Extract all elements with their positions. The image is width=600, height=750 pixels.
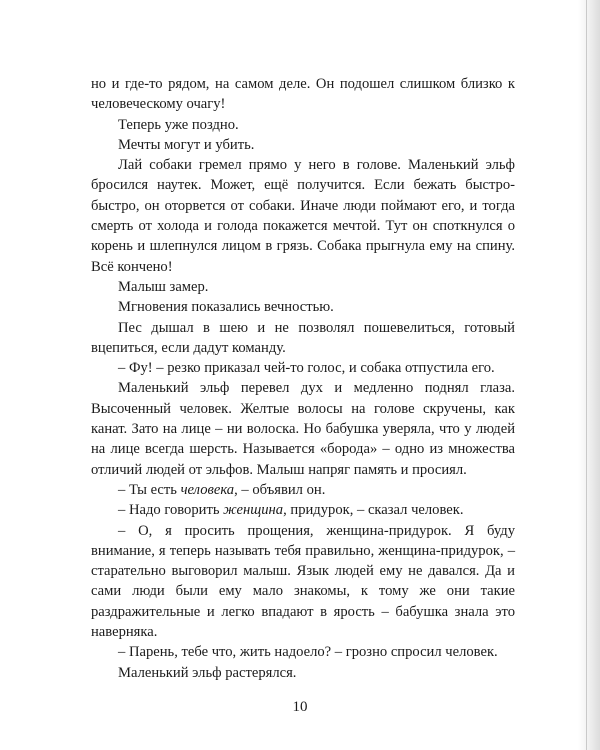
paragraph-4: Лай собаки гремел прямо у него в голове. Маленький эльф бросился наутек. Может, ещё получится. Если бежать быстро-быстро, он оторвется от собаки. Иначе люди поймают его, и тогда смерть от холода и голода покажется мечтой. Тут он споткнулся о корень и шлепнулся лицом в грязь. Собака прыгнула ему на спину. Всё кончено! bbox=[91, 157, 515, 275]
paragraph-9: Маленький эльф перевел дух и медленно поднял глаза. Высоченный человек. Желтые волосы на голове скручены, как канат. Зато на лице – ни волоска. Но бабушка уверяла, что у людей на лице всегда шерсть. Называется «борода» – одно из множества отличий людей от эльфов. Малыш напряг память и просиял. bbox=[91, 380, 515, 478]
book-page-text bbox=[91, 74, 515, 683]
paragraph-14: Маленький эльф растерялся. bbox=[118, 664, 297, 681]
paragraph-11 bbox=[91, 500, 515, 520]
paragraph-2: Теперь уже поздно. bbox=[118, 116, 239, 133]
paragraph-5: Малыш замер. bbox=[118, 278, 209, 295]
paragraph-10-italic-word: человека bbox=[180, 481, 235, 498]
paragraph-11-italic-word: женщина bbox=[223, 502, 284, 519]
paragraph-8: – Фу! – резко приказал чей-то голос, и собака отпустила его. bbox=[118, 360, 495, 377]
paragraph-6: Мгновения показались вечностью. bbox=[118, 299, 334, 316]
paragraph-11-start: – Надо говорить bbox=[118, 502, 224, 519]
paragraph-3: Мечты могут и убить. bbox=[118, 136, 255, 153]
page-edge-shadow bbox=[578, 0, 600, 750]
paragraph-10-start: – Ты есть bbox=[118, 481, 181, 498]
paragraph-13: – Парень, тебе что, жить надоело? – грозно спросил человек. bbox=[118, 644, 498, 661]
page-number: 10 bbox=[292, 699, 308, 715]
paragraph-10 bbox=[91, 480, 515, 500]
paragraph-11-end: , придурок, – сказал человек. bbox=[283, 502, 464, 519]
paragraph-12: – О, я просить прощения, женщина-придурок. Я буду внимание, я теперь называть тебя правильно, женщина-придурок, – старательно выговорил малыш. Язык людей ему не давался. Да и сами люди были ему мало знакомы, к тому же они такие раздражительные и легко впадают в ярость – бабушка знала это наверняка. bbox=[91, 522, 515, 641]
paragraph-7: Пес дышал в шею и не позволял пошевелиться, готовый вцепиться, если дадут команду. bbox=[91, 319, 515, 356]
paragraph-10-end: , – объявил он. bbox=[234, 481, 326, 498]
paragraph-1: но и где-то рядом, на самом деле. Он подошел слишком близко к человеческому очагу! bbox=[91, 76, 515, 113]
